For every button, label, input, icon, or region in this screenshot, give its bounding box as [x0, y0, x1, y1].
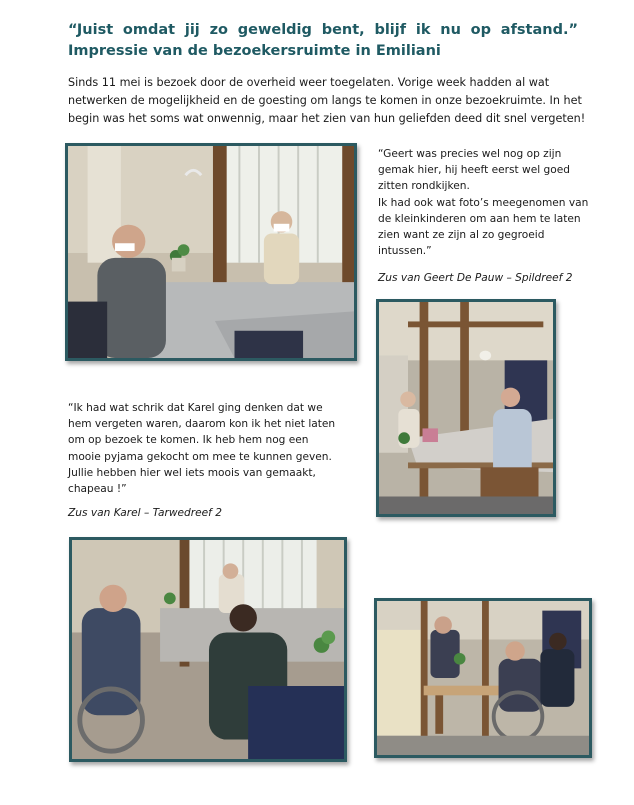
quote-line: Ik had ook wat foto’s meegenomen van: [378, 196, 589, 209]
quote-line: “Geert was precies wel nog op zijn: [378, 148, 562, 160]
quote-line: intussen.”: [378, 245, 432, 258]
intro-line: begin was het soms wat onwennig, maar het zien van hun geliefden deed dit snel vergeten!: [68, 112, 586, 125]
photo-visit-wheelchair: [374, 598, 592, 758]
quote-geert: [378, 146, 588, 259]
attribution-geert: Zus van Geert De Pauw – Spildreef 2: [378, 272, 573, 284]
quote-line: om op bezoek te komen. Ik heb hem nog een: [68, 434, 309, 447]
quote-line: “Ik had wat schrik dat Karel ging denken dat we: [68, 402, 323, 414]
intro-line: Sinds 11 mei is bezoek door de overheid weer toegelaten. Vorige week hadden al wat: [68, 76, 550, 89]
quote-line: Jullie hebben hier wel iets moois van gemaakt,: [68, 466, 316, 479]
attribution-karel: Zus van Karel – Tarwedreef 2: [68, 507, 222, 519]
photo-visit-geert: [65, 143, 357, 361]
quote-line: hem vergeten waren, daarom kon ik het niet laten: [68, 418, 336, 431]
quote-karel: [68, 400, 335, 497]
quote-line: mooie pyjama gekocht om mee te kunnen geven.: [68, 450, 332, 463]
page-title: [68, 20, 578, 62]
title-quote: “Juist omdat jij zo geweldig bent, blijf ik nu op afstand.”: [68, 22, 578, 38]
quote-line: gemak hier, hij heeft eerst wel goed: [378, 164, 570, 177]
quote-line: de kleinkinderen om aan hem te laten: [378, 212, 581, 225]
title-subheading: Impressie van de bezoekersruimte in Emiliani: [68, 43, 441, 59]
photo-visit-karel: [69, 537, 347, 762]
intro-paragraph: [68, 74, 586, 128]
quote-line: zitten rondkijken.: [378, 180, 470, 193]
intro-line: netwerken de mogelijkheid en de goesting om langs te komen in onze bezoekruimte. In het: [68, 94, 582, 107]
photo-visit-room: [376, 299, 556, 517]
quote-line: zien want ze zijn al zo gegroeid: [378, 229, 545, 242]
quote-line: chapeau !”: [68, 483, 127, 496]
